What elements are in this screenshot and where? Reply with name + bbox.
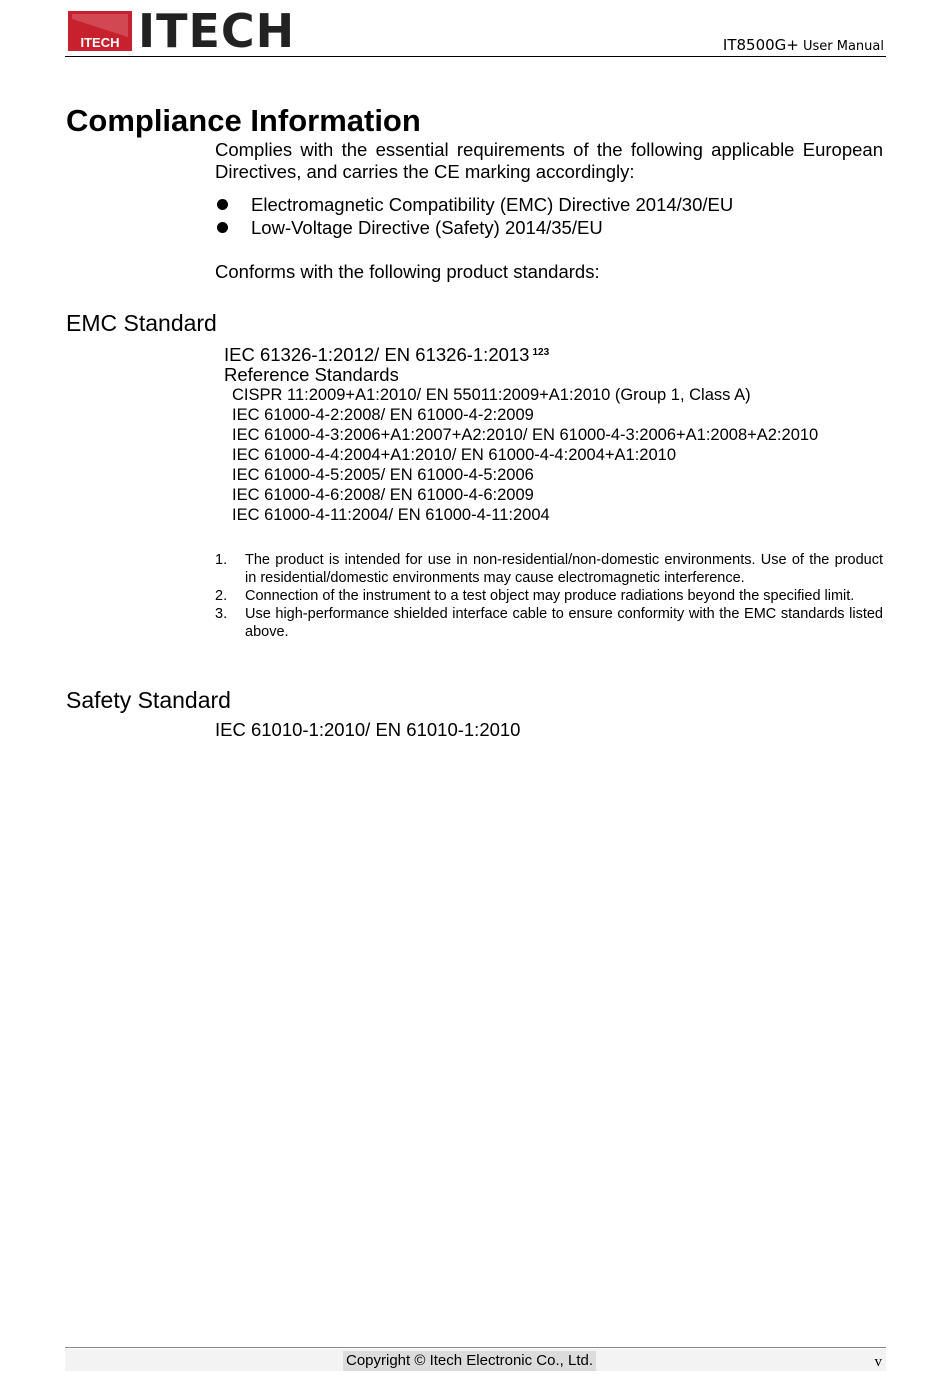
logo-mark-text: ITECH xyxy=(80,35,120,50)
model-name: IT8500G+ xyxy=(722,36,799,54)
emc-section-heading: EMC Standard xyxy=(66,310,217,336)
list-item xyxy=(215,587,883,605)
logo-wordmark: ITECH xyxy=(138,4,296,58)
directive-text: Electromagnetic Compatibility (EMC) Directive 2014/30/EU xyxy=(251,194,734,215)
reference-standards-list xyxy=(232,385,818,525)
page-title: Compliance Information xyxy=(66,103,421,138)
emc-main-standard-text: IEC 61326-1:2012/ EN 61326-1:2013 xyxy=(224,344,530,365)
company-logo xyxy=(68,4,296,58)
list-item: IEC 61000-4-4:2004+A1:2010/ EN 61000-4-4:2004+A1:2010 xyxy=(232,446,677,464)
bullet-icon xyxy=(217,199,228,210)
list-item xyxy=(215,193,733,216)
page-number: v xyxy=(874,1354,882,1370)
note-number: 1. xyxy=(215,552,228,568)
list-item: IEC 61000-4-3:2006+A1:2007+A2:2010/ EN 61000-4-3:2006+A1:2008+A2:2010 xyxy=(232,426,819,444)
list-item: IEC 61000-4-2:2008/ EN 61000-4-2:2009 xyxy=(232,406,534,424)
list-item xyxy=(215,605,883,641)
directives-list xyxy=(215,193,733,239)
emc-notes-list xyxy=(215,551,883,641)
list-item xyxy=(215,216,733,239)
footer-copyright: Copyright © Itech Electronic Co., Ltd. xyxy=(343,1351,596,1371)
itech-logo-mark-icon xyxy=(68,11,132,51)
list-item: IEC 61000-4-11:2004/ EN 61000-4-11:2004 xyxy=(232,506,550,524)
note-text: The product is intended for use in non-residential/non-domestic environments. Use of the product in residential/domestic environments may cause electromagnetic interference. xyxy=(245,552,883,586)
safety-standard-text: IEC 61010-1:2010/ EN 61010-1:2010 xyxy=(215,719,521,740)
list-item: IEC 61000-4-6:2008/ EN 61000-4-6:2009 xyxy=(232,486,534,504)
emc-main-standard xyxy=(224,342,549,366)
intro-paragraph: Complies with the essential requirements of the following applicable European Directives, and carries the CE marking accordingly: xyxy=(215,139,883,182)
reference-standards-heading: Reference Standards xyxy=(224,364,399,385)
footnote-refs: 123 xyxy=(532,347,550,358)
document-header-title xyxy=(723,36,884,54)
safety-section-heading: Safety Standard xyxy=(66,687,231,713)
footer-divider xyxy=(65,1347,886,1348)
bullet-icon xyxy=(217,222,228,233)
doc-type: User Manual xyxy=(802,39,884,54)
list-item: IEC 61000-4-5:2005/ EN 61000-4-5:2006 xyxy=(232,466,534,484)
list-item xyxy=(215,551,883,587)
conforms-paragraph: Conforms with the following product standards: xyxy=(215,261,600,282)
note-number: 2. xyxy=(215,588,228,604)
list-item: CISPR 11:2009+A1:2010/ EN 55011:2009+A1:2010 (Group 1, Class A) xyxy=(232,386,751,404)
note-text: Connection of the instrument to a test object may produce radiations beyond the specified limit. xyxy=(245,588,855,604)
header-divider xyxy=(65,56,886,57)
note-text: Use high-performance shielded interface cable to ensure conformity with the EMC standards listed above. xyxy=(245,606,883,640)
directive-text: Low-Voltage Directive (Safety) 2014/35/EU xyxy=(251,217,603,238)
note-number: 3. xyxy=(215,606,228,622)
